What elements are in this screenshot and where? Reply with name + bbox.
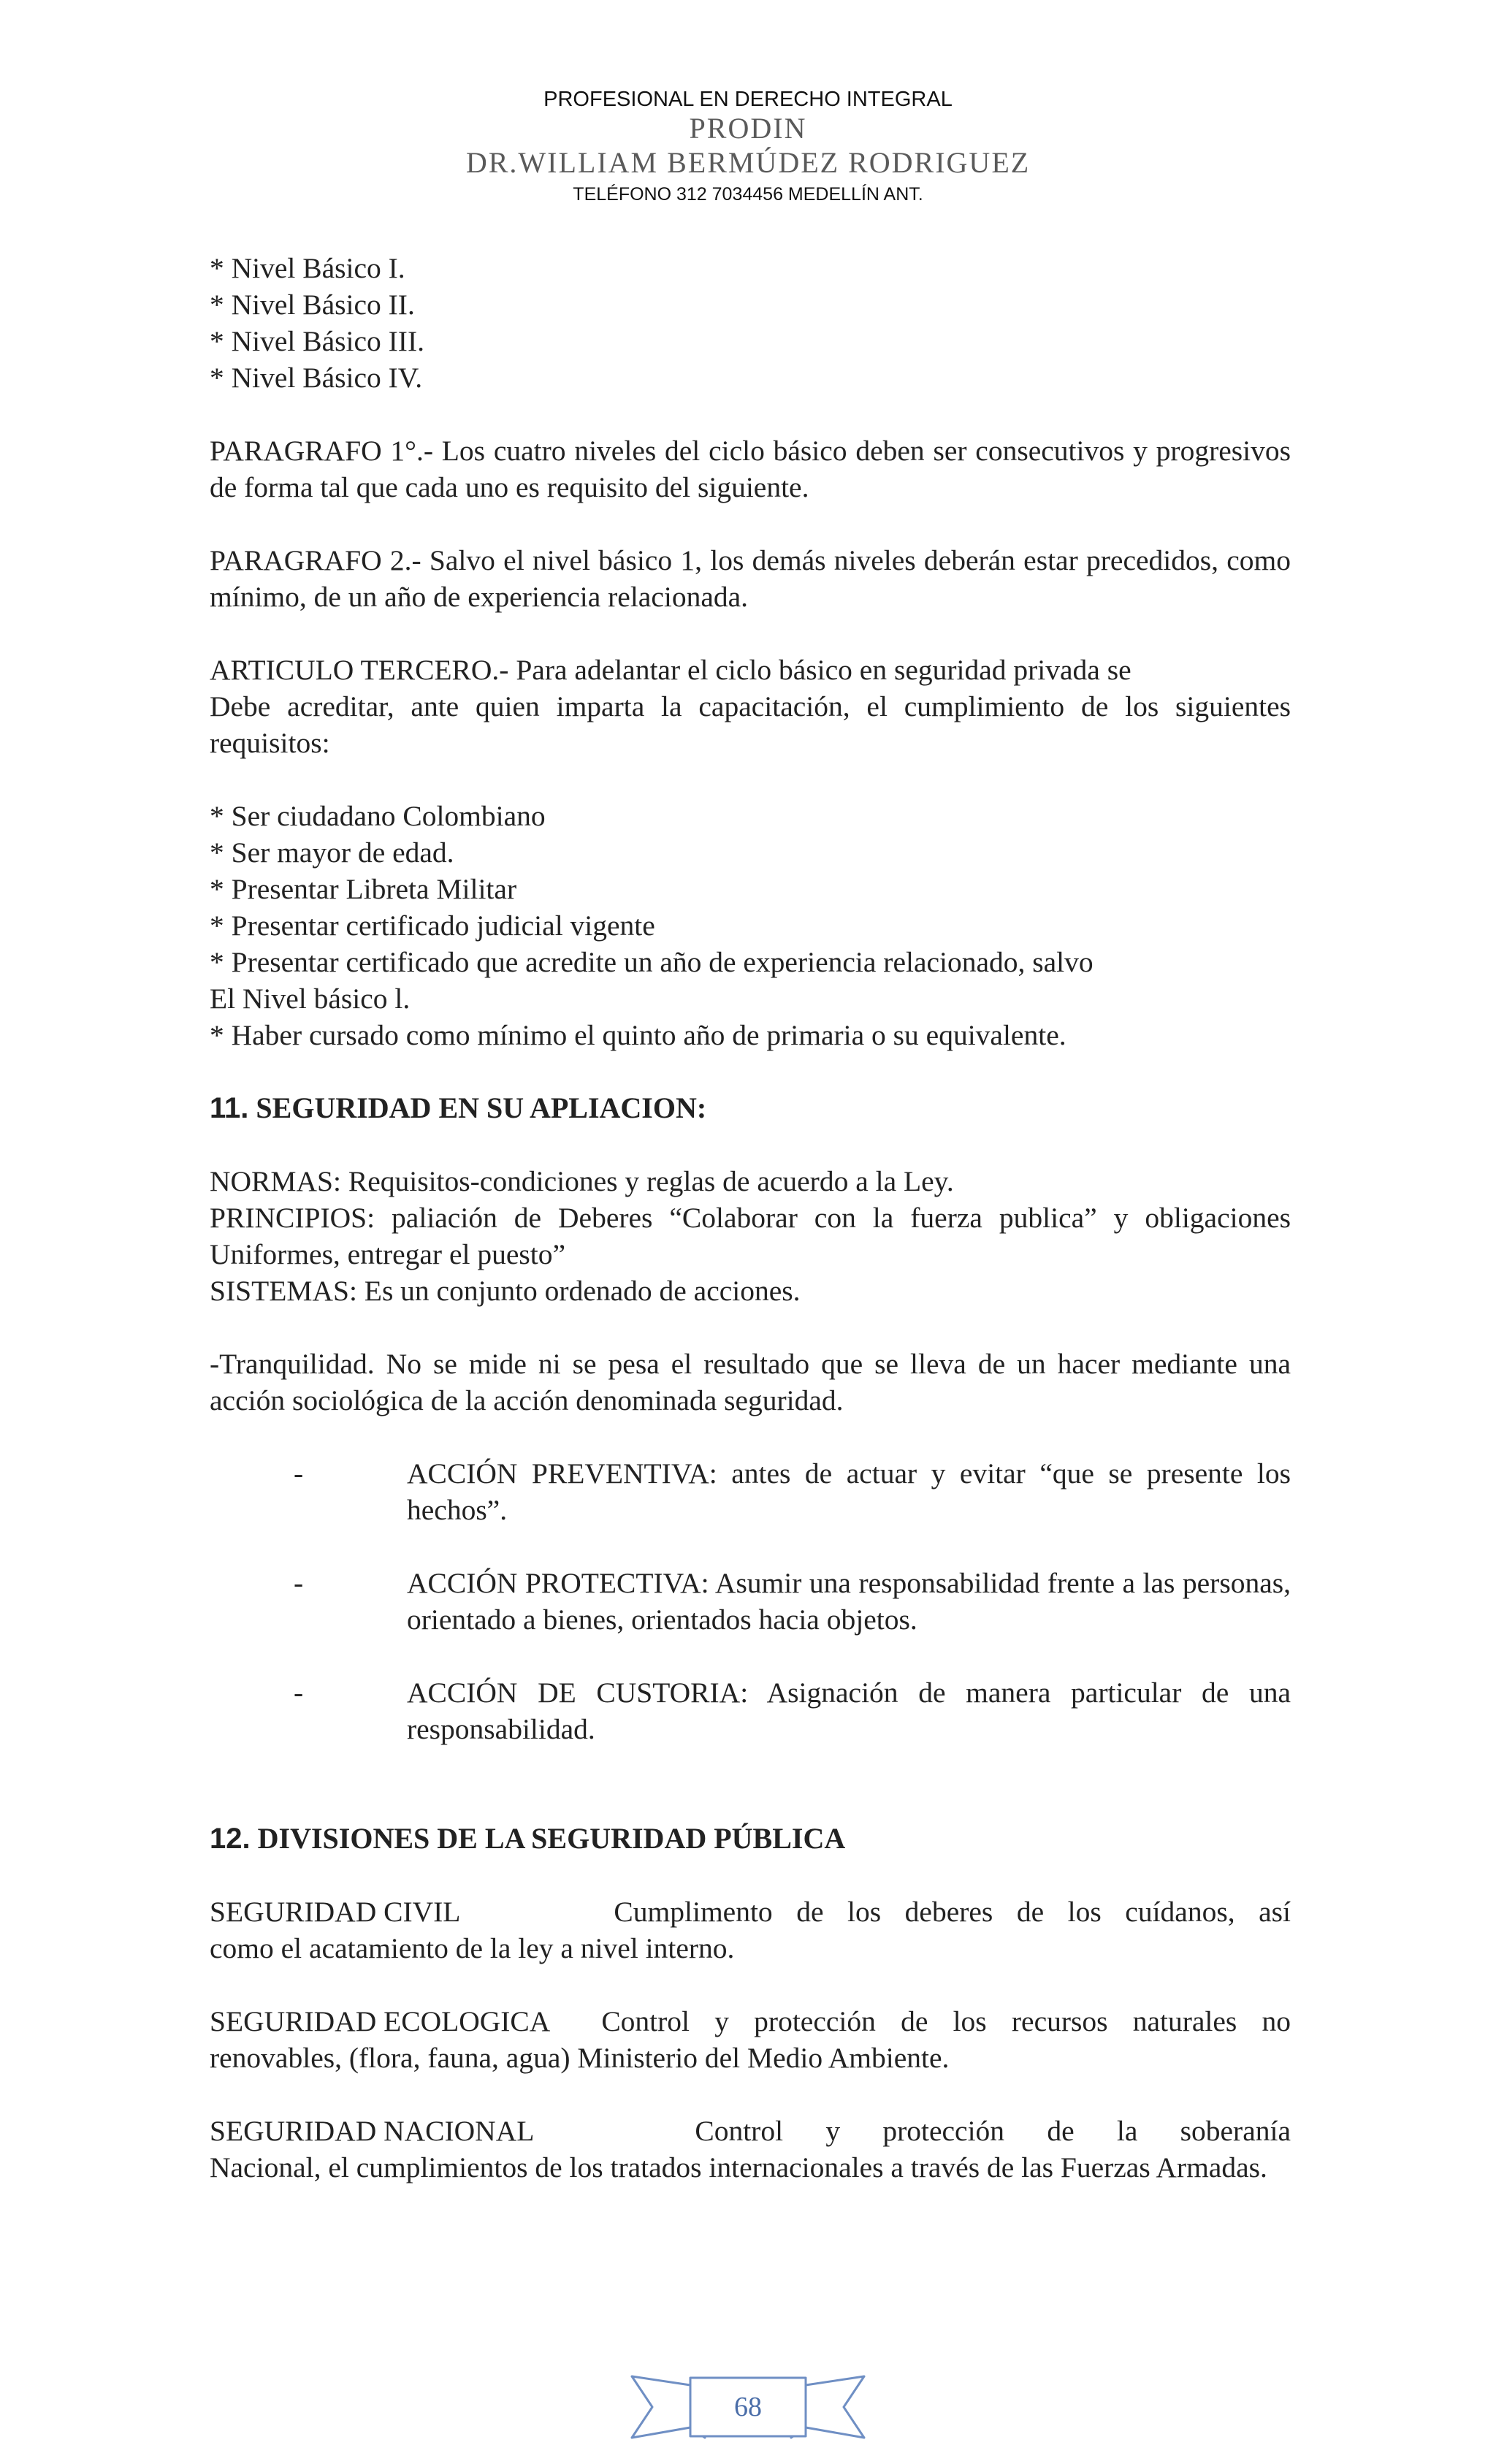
page-header: [0, 86, 1496, 207]
requisito-item: * Haber cursado como mínimo el quinto año de primaria o su equivalente.: [210, 1019, 1066, 1051]
header-line-3: DR.WILLIAM BERMÚDEZ RODRIGUEZ: [465, 146, 1031, 179]
page-number: 68: [734, 2392, 762, 2422]
section-title: SEGURIDAD EN SU APLIACION:: [256, 1091, 707, 1124]
division-first-line: [210, 2003, 1291, 2040]
ribbon-banner-icon: [0, 2370, 1496, 2451]
division-first-line: [210, 1893, 1291, 1930]
section-number: 12.: [210, 1823, 251, 1855]
sistemas-text: SISTEMAS: Es un conjunto ordenado de acciones.: [210, 1275, 801, 1307]
dash-bullet: -: [294, 1677, 304, 1709]
accion-text: ACCIÓN DE CUSTORIA: Asignación de manera particular de una responsabilidad.: [407, 1677, 1291, 1745]
division-description: Cumplimento de los deberes de los cuídanos, así: [614, 1896, 1291, 1928]
requisito-item: * Ser ciudadano Colombiano: [210, 800, 546, 832]
division-description-rest: Nacional, el cumplimientos de los tratados internacionales a través de las Fuerzas Armadas.: [210, 2151, 1267, 2183]
list-item: * Nivel Básico II.: [210, 289, 415, 321]
requisito-item: * Ser mayor de edad.: [210, 836, 454, 869]
division-label: SEGURIDAD NACIONAL: [210, 2115, 535, 2147]
dash-bullet: -: [294, 1567, 304, 1599]
articulo-tercero-line-2: Debe acreditar, ante quien imparta la capacitación, el cumplimiento de los siguientes requisitos:: [210, 690, 1291, 759]
articulo-tercero-line-1: ARTICULO TERCERO.- Para adelantar el ciclo básico en seguridad privada se: [210, 654, 1131, 686]
normas-text: NORMAS: Requisitos-condiciones y reglas de acuerdo a la Ley.: [210, 1165, 954, 1197]
division-first-line: [210, 2113, 1291, 2149]
division-entry: [210, 1893, 1291, 1967]
division-entry: [210, 2003, 1291, 2076]
accion-item: [210, 1455, 1291, 1528]
requisito-item: * Presentar certificado judicial vigente: [210, 909, 655, 942]
list-item: * Nivel Básico III.: [210, 325, 424, 357]
division-label: SEGURIDAD CIVIL: [210, 1896, 461, 1928]
division-description: Control y protección de la soberanía: [695, 2115, 1291, 2147]
division-description-rest: como el acatamiento de la ley a nivel interno.: [210, 1932, 735, 1964]
header-line-2: PRODIN: [689, 112, 807, 145]
accion-item: [210, 1674, 1291, 1747]
division-description: Control y protección de los recursos naturales no: [601, 2005, 1291, 2037]
section-number: 11.: [210, 1092, 249, 1124]
section-title: DIVISIONES DE LA SEGURIDAD PÚBLICA: [257, 1822, 846, 1855]
division-entry: [210, 2113, 1291, 2186]
tranquilidad-text: -Tranquilidad. No se mide ni se pesa el resultado que se lleva de un hacer mediante una acción sociológica de la acción denominada seguridad.: [210, 1348, 1291, 1416]
division-label: SEGURIDAD ECOLOGICA: [210, 2005, 551, 2037]
requisito-item: * Presentar Libreta Militar: [210, 873, 517, 905]
principios-text: PRINCIPIOS: paliación de Deberes “Colaborar con la fuerza publica” y obligaciones Uniformes, entregar el puesto”: [210, 1202, 1291, 1270]
accion-text: ACCIÓN PROTECTIVA: Asumir una responsabilidad frente a las personas, orientado a bienes, orientados hacia objetos.: [407, 1567, 1291, 1636]
requisito-item: El Nivel básico l.: [210, 983, 411, 1015]
requisito-item: * Presentar certificado que acredite un año de experiencia relacionado, salvo: [210, 946, 1094, 978]
accion-item: [210, 1565, 1291, 1638]
section-11-heading: [210, 1090, 1291, 1126]
list-item: * Nivel Básico IV.: [210, 362, 423, 394]
division-description-rest: renovables, (flora, fauna, agua) Ministerio del Medio Ambiente.: [210, 2042, 950, 2074]
header-line-4: TELÉFONO 312 7034456 MEDELLÍN ANT.: [573, 184, 923, 205]
section-12-heading: [210, 1820, 1291, 1857]
list-item: * Nivel Básico I.: [210, 252, 405, 284]
paragrafo-2: PARAGRAFO 2.- Salvo el nivel básico 1, los demás niveles deberán estar precedidos, como mínimo, de un año de experiencia relacionada.: [210, 544, 1291, 613]
dash-bullet: -: [294, 1457, 304, 1490]
page-body: [210, 250, 1291, 2186]
page-footer: [0, 2370, 1496, 2455]
paragrafo-1: PARAGRAFO 1°.- Los cuatro niveles del ciclo básico deben ser consecutivos y progresivos de forma tal que cada uno es requisito del siguiente.: [210, 435, 1291, 503]
accion-text: ACCIÓN PREVENTIVA: antes de actuar y evitar “que se presente los hechos”.: [407, 1457, 1291, 1526]
header-line-1: PROFESIONAL EN DERECHO INTEGRAL: [543, 88, 953, 111]
